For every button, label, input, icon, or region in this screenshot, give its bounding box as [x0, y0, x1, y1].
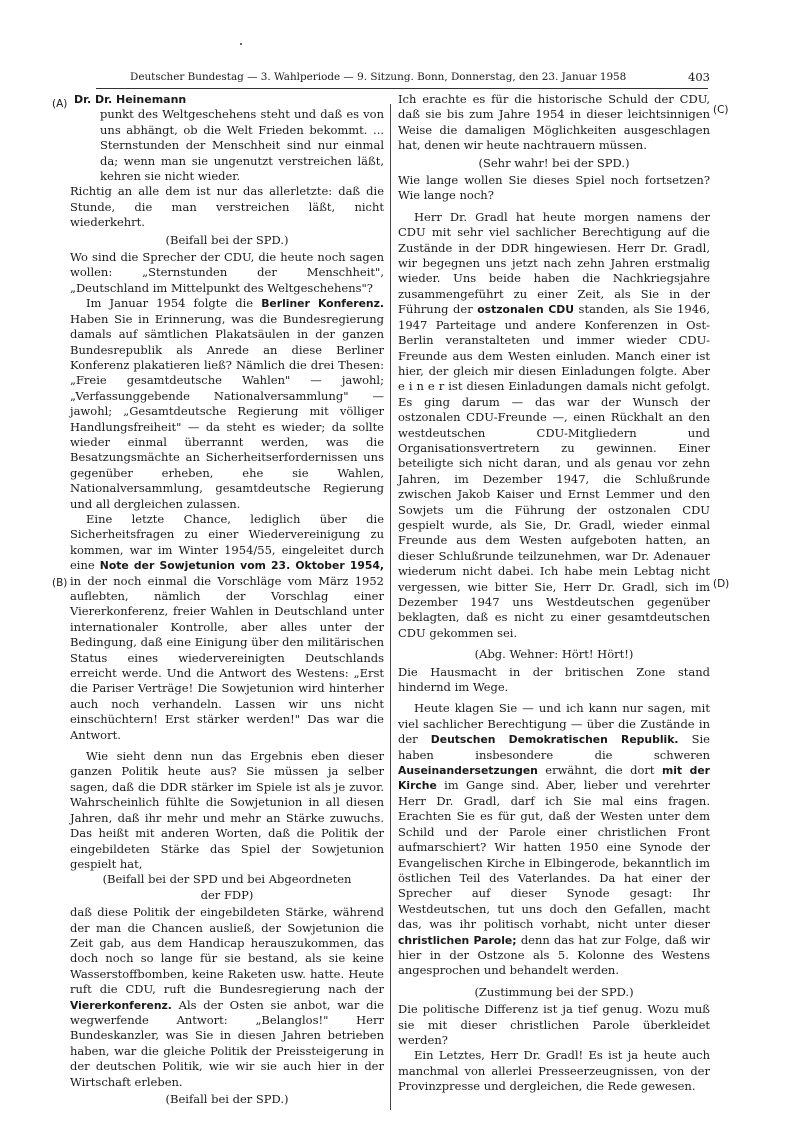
emphasis: mit der Kirche — [398, 764, 711, 793]
interjection: (Beifall bei der SPD.) — [165, 1092, 289, 1106]
page-number: 403 — [688, 70, 710, 84]
emphasis: christlichen Parole; — [398, 933, 517, 947]
interjection: (Sehr wahr! bei der SPD.) — [478, 155, 630, 170]
left-column — [70, 92, 384, 1109]
paragraph: Heute klagen Sie — und ich kann nur sagen, mit viel sachlicher Berechtigung — über die Zustände in der Deutschen Demokratischen Republik. Sie haben insbesondere die schweren Auseinandersetzungen erwähnt, die dort mit der Kirche im Gange sind. Aber, lieber und verehrter Herr Dr. Gradl, darf ich Sie mal eins fragen. Erachten Sie es für gut, daß der Westen unter dem Schild und der Parole einer christlichen Front aufmarschiert? Wir hatten 1950 eine Synode der Evangelischen Kirche in Elbingerode, bekanntlich im östlichen Teil des Vaterlandes. Da hat einer der Sprecher auf dieser Synode gesagt: Ihr Westdeutschen, tut uns doch den Gefallen, macht das, was ihr politisch vorhabt, nicht unter dieser christlichen Parole; denn das hat zur Folge, daß wir hier in der Ostzone als 5. Kolonne des Westens angesprochen und behandelt werden. — [398, 701, 711, 978]
emphasis: Berliner Konferenz. — [261, 297, 384, 311]
paragraph: Die politische Differenz ist ja tief genug. Wozu muß sie mit dieser christlichen Parole überkleidet werden? — [398, 1002, 710, 1047]
running-header: Deutscher Bundestag — 3. Wahlperiode — 9. Sitzung. Bonn, Donnerstag, den 23. Januar 1958 — [130, 71, 627, 83]
column-divider — [390, 104, 391, 1110]
interjection: (Beifall bei der SPD und bei Abgeordneten — [102, 872, 352, 887]
paragraph: Eine letzte Chance, lediglich über die Sicherheitsfragen zu einer Wiedervereinigung zu kommen, war im Winter 1954/55, eingeleitet durch eine Note der Sowjetunion vom 23. Oktober 1954, in der noch einmal die Vorschläge vom März 1952 auflebten, nämlich der Vorschlag einer Viererkonferenz, freier Wahlen in Deutschland unter internationaler Kontrolle, aber alles unter der Bedingung, daß eine Einigung über den militärischen Status eines wiedervereinigten Deutschlands erreicht werde. Und die Antwort des Westens: „Erst die Pariser Verträge! Die Sowjetunion wird hinterher auch noch verhandeln. Lassen wir uns nicht einschüchtern! Erst stärker werden!" Das war die Antwort. — [70, 511, 384, 742]
emphasis: Auseinandersetzungen — [398, 764, 538, 778]
paragraph: Im Januar 1954 folgte die Berliner Konferenz. Haben Sie in Erinnerung, was die Bundesregierung damals auf sämtlichen Plakatsäulen in der ganzen Bundesrepublik als Anrede an diese Berliner Konferenz plakatieren ließ? Nämlich die drei Thesen: „Freie gesamtdeutsche Wahlen" — jawohl; „Verfassunggebende Nationalversammlung" — jawohl; „Gesamtdeutsche Regierung mit völliger Handlungsfreiheit" — da steht es wieder; da sollte wieder einmal überrannt werden, was die Besatzungsmächte an Sicherheitserfordernissen uns gegenüber erheben, ehe sie Wahlen, Nationalversammlung, gesamtdeutsche Regierung und all dergleichen zulassen. — [70, 296, 384, 511]
interjection: (Abg. Wehner: Hört! Hört!) — [474, 647, 634, 662]
paragraph: Herr Dr. Gradl hat heute morgen namens der CDU mit sehr viel sachlicher Berechtigung auf die Zustände in der DDR hingewiesen. Herr Dr. Gradl, wir begegnen uns jetzt nach zehn Jahren erstmalig wieder. Uns beide haben die Nachkriegsjahre zusammengeführt zu einer Zeit, als Sie in der Führung der ostzonalen CDU standen, als Sie 1946, 1947 Parteitage und andere Konferenzen in Ost-Berlin veranstalteten und immer wieder CDU-Freunde aus dem Westen einluden. Manch einer ist hier, der gleich mir diesen Einladungen folgte. Aber e i n e r ist diesen Einladungen damals nicht gefolgt. Es ging darum — das war der Wunsch der ostzonalen CDU-Freunde —, einen Rückhalt an den westdeutschen CDU-Mitgliedern und Organisationsvertretern zu gewinnen. Einer beteiligte sich nicht daran, und als genau vor zehn Jahren, im Dezember 1947, die Schlußrunde zwischen Jakob Kaiser und Ernst Lemmer und den Sowjets um die Führung der ostzonalen CDU gespielt wurde, als Sie, Dr. Gradl, wieder einmal Freunde aus dem Westen aufgeboten hatten, an dieser Schlußrunde teilzunehmen, war Dr. Adenauer wiederum nicht dabei. Ich habe mein Lebtag nicht vergessen, wie bitter Sie, Herr Dr. Gradl, sich im Dezember 1947 uns Westdeutschen gegenüber beklagten, daß es nicht zu einer gesamtdeutschen CDU gekommen sei. — [398, 209, 710, 640]
paragraph: Die Hausmacht in der britischen Zone stand hindernd im Wege. — [398, 664, 710, 695]
interjection: (Beifall bei der SPD.) — [165, 232, 289, 247]
margin-marker-c: (C) — [713, 104, 729, 116]
paragraph: Wie lange wollen Sie dieses Spiel noch fortsetzen? Wie lange noch? — [398, 173, 710, 203]
emphasis: Note der Sowjetunion vom 23. Oktober 1954, — [99, 559, 384, 573]
paragraph: Ich erachte es für die historische Schuld der CDU, daß sie bis zum Jahre 1954 in dieser leichtsinnigen Weise die damaligen Möglichkeiten ausgeschlagen hat, denen wir heute nachtrauern müssen. — [398, 92, 710, 153]
speaker-name: Dr. Dr. Heinemann — [74, 93, 187, 106]
right-column — [398, 92, 710, 1095]
margin-marker-d: (D) — [713, 578, 730, 590]
margin-marker-a: (A) — [52, 98, 68, 110]
paragraph: Ein Letztes, Herr Dr. Gradl! Es ist ja heute auch manchmal von allerlei Presseerzeugnissen, von der Provinzpresse und dergleichen, die Rede gewesen. — [398, 1048, 710, 1094]
emphasis: Deutschen Demokratischen Republik. — [430, 733, 679, 747]
emphasis: ostzonalen CDU — [477, 303, 574, 317]
margin-marker-b: (B) — [52, 577, 68, 589]
page-header — [130, 69, 710, 85]
interjection: der FDP) — [200, 887, 254, 902]
emphasis: Viererkonferenz. — [70, 998, 172, 1012]
paragraph: Richtig an alle dem ist nur das allerletzte: daß die Stunde, die man verstreichen läßt, nicht wiederkehrt. — [70, 184, 384, 230]
paragraph: daß diese Politik der eingebildeten Stärke, während der man die Chancen ausließ, der Sowjetunion die Zeit gab, aus dem Handicap herauszukommen, das doch noch so lange für sie bestand, als sie keine Wasserstoffbomben, keine Raketen usw. hatte. Heute ruft die CDU, ruft die Bundesregierung nach der Viererkonferenz. Als der Osten sie anbot, war die wegwerfende Antwort: „Belanglos!" Herr Bundeskanzler, was Sie in diesen Jahren betrieben haben, war die gleiche Politik der Preissteigerung in der deutschen Politik, wie wir sie auch hier in der Wirtschaft erleben. — [70, 905, 384, 1089]
quotation: punkt des Weltgeschehens steht und daß es von uns abhängt, ob die Welt Frieden bekommt. ... Sternstunden der Menschheit sind nur einmal da; wenn man sie ungenutzt verstreichen läßt, kehren sie nicht wieder. — [100, 107, 384, 184]
interjection: (Zustimmung bei der SPD.) — [474, 984, 634, 999]
header-rule — [96, 88, 708, 89]
paragraph: Wie sieht denn nun das Ergebnis eben dieser ganzen Politik heute aus? Sie müssen ja selber sagen, daß die DDR stärker im Spiele ist als je zuvor. Wahrscheinlich fühlte die Sowjetunion in all diesen Jahren, daß ihr mehr und mehr an Stärke zuwuchs. Das heißt mit anderen Worten, daß die Politik der eingebildeten Stärke das Spiel der Sowjetunion gespielt hat, — [70, 749, 384, 871]
page-speck — [240, 43, 242, 45]
paragraph: Wo sind die Sprecher der CDU, die heute noch sagen wollen: „Sternstunden der Menschheit", „Deutschland im Mittelpunkt des Weltgeschehens"? — [70, 250, 384, 295]
